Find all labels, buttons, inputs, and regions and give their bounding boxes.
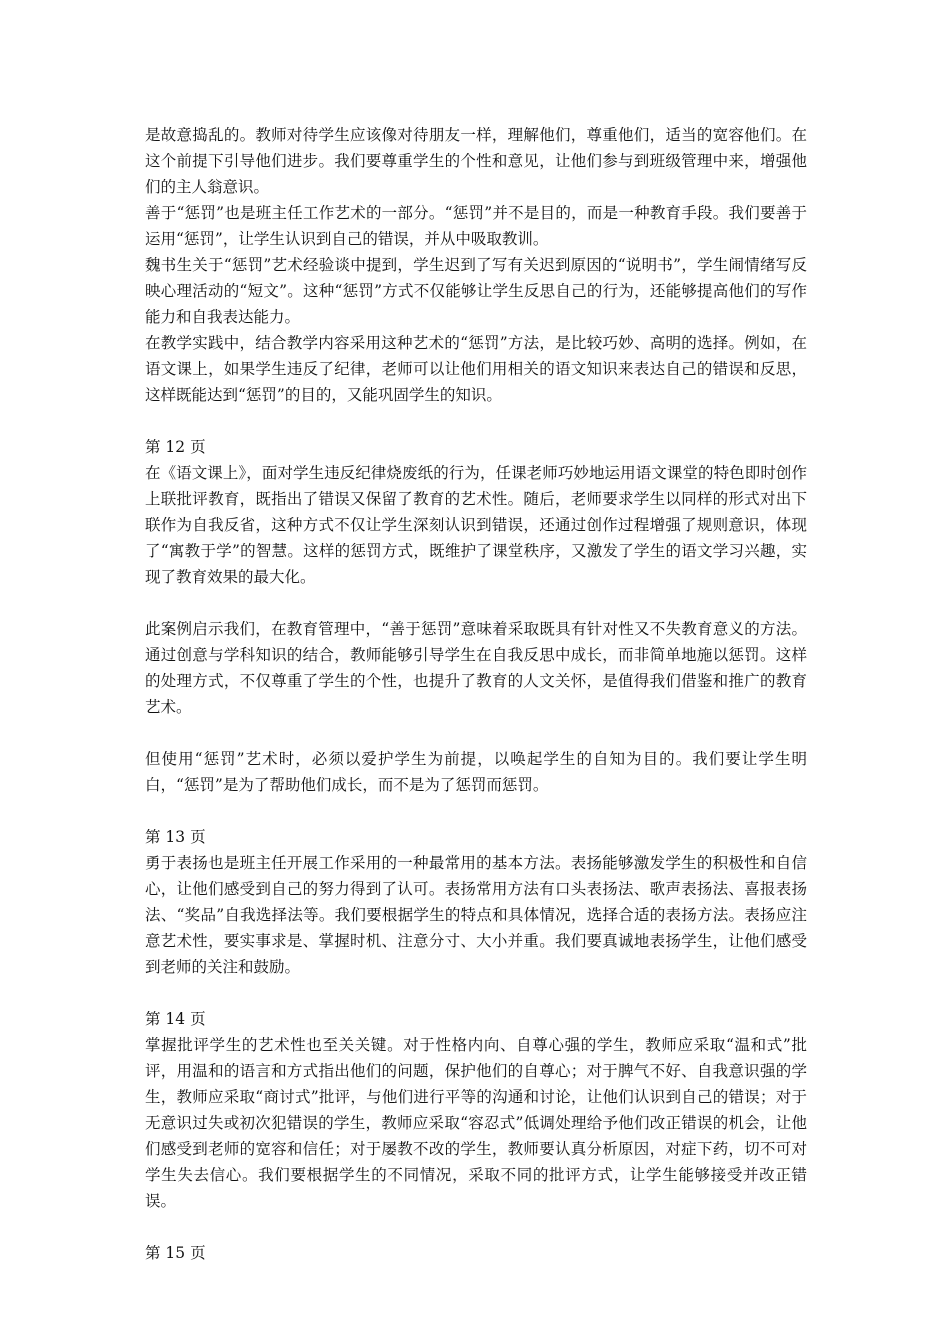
paragraph: 善于“惩罚”也是班主任工作艺术的一部分。“惩罚”并不是目的，而是一种教育手段。我们要善于运用“惩罚”，让学生认识到自己的错误，并从中吸取教训。 xyxy=(145,204,807,248)
page-number-12: 第 12 页 xyxy=(145,438,206,456)
paragraph: 是故意捣乱的。教师对待学生应该像对待朋友一样，理解他们，尊重他们，适当的宽容他们。在这个前提下引导他们进步。我们要尊重学生的个性和意见，让他们参与到班级管理中来，增强他们的主人翁意识。 xyxy=(145,126,807,196)
paragraph-spacer xyxy=(145,798,807,824)
paragraph-spacer xyxy=(145,408,807,434)
page-number-14: 第 14 页 xyxy=(145,1010,206,1028)
page-number-15: 第 15 页 xyxy=(145,1244,206,1262)
paragraph: 但使用“惩罚”艺术时，必须以爱护学生为前提，以唤起学生的自知为目的。我们要让学生明白，“惩罚”是为了帮助他们成长，而不是为了惩罚而惩罚。 xyxy=(145,750,807,794)
paragraph-spacer xyxy=(145,720,807,746)
paragraph: 魏书生关于“惩罚”艺术经验谈中提到，学生迟到了写有关迟到原因的“说明书”，学生闹情绪写反映心理活动的“短文”。这种“惩罚”方式不仅能够让学生反思自己的行为，还能够提高他们的写作能力和自我表达能力。 xyxy=(145,256,807,326)
paragraph: 在《语文课上》，面对学生违反纪律烧废纸的行为，任课老师巧妙地运用语文课堂的特色即时创作上联批评教育，既指出了错误又保留了教育的艺术性。随后，老师要求学生以同样的形式对出下联作为自我反省，这种方式不仅让学生深刻认识到错误，还通过创作过程增强了规则意识，体现了“寓教于学”的智慧。这样的惩罚方式，既维护了课堂秩序，又激发了学生的语文学习兴趣，实现了教育效果的最大化。 xyxy=(145,464,807,586)
document-body xyxy=(145,122,807,1266)
paragraph-spacer xyxy=(145,980,807,1006)
paragraph: 在教学实践中，结合教学内容采用这种艺术的“惩罚”方法，是比较巧妙、高明的选择。例如，在语文课上，如果学生违反了纪律，老师可以让他们用相关的语文知识来表达自己的错误和反思，这样既能达到“惩罚”的目的，又能巩固学生的知识。 xyxy=(145,334,807,404)
paragraph: 此案例启示我们，在教育管理中，“善于惩罚”意味着采取既具有针对性又不失教育意义的方法。通过创意与学科知识的结合，教师能够引导学生在自我反思中成长，而非简单地施以惩罚。这样的处理方式，不仅尊重了学生的个性，也提升了教育的人文关怀，是值得我们借鉴和推广的教育艺术。 xyxy=(145,620,807,716)
paragraph-spacer xyxy=(145,590,807,616)
page-number-13: 第 13 页 xyxy=(145,828,206,846)
paragraph: 勇于表扬也是班主任开展工作采用的一种最常用的基本方法。表扬能够激发学生的积极性和自信心，让他们感受到自己的努力得到了认可。表扬常用方法有口头表扬法、歌声表扬法、喜报表扬法、“奖品”自我选择法等。我们要根据学生的特点和具体情况，选择合适的表扬方法。表扬应注意艺术性，要实事求是、掌握时机、注意分寸、大小并重。我们要真诚地表扬学生，让他们感受到老师的关注和鼓励。 xyxy=(145,854,807,976)
paragraph-spacer xyxy=(145,1214,807,1240)
paragraph: 掌握批评学生的艺术性也至关关键。对于性格内向、自尊心强的学生，教师应采取“温和式”批评，用温和的语言和方式指出他们的问题，保护他们的自尊心；对于脾气不好、自我意识强的学生，教师应采取“商讨式”批评，与他们进行平等的沟通和讨论，让他们认识到自己的错误；对于无意识过失或初次犯错误的学生，教师应采取“容忍式”低调处理给予他们改正错误的机会，让他们感受到老师的宽容和信任；对于屡教不改的学生，教师要认真分析原因，对症下药，切不可对学生失去信心。我们要根据学生的不同情况，采取不同的批评方式，让学生能够接受并改正错误。 xyxy=(145,1036,807,1210)
